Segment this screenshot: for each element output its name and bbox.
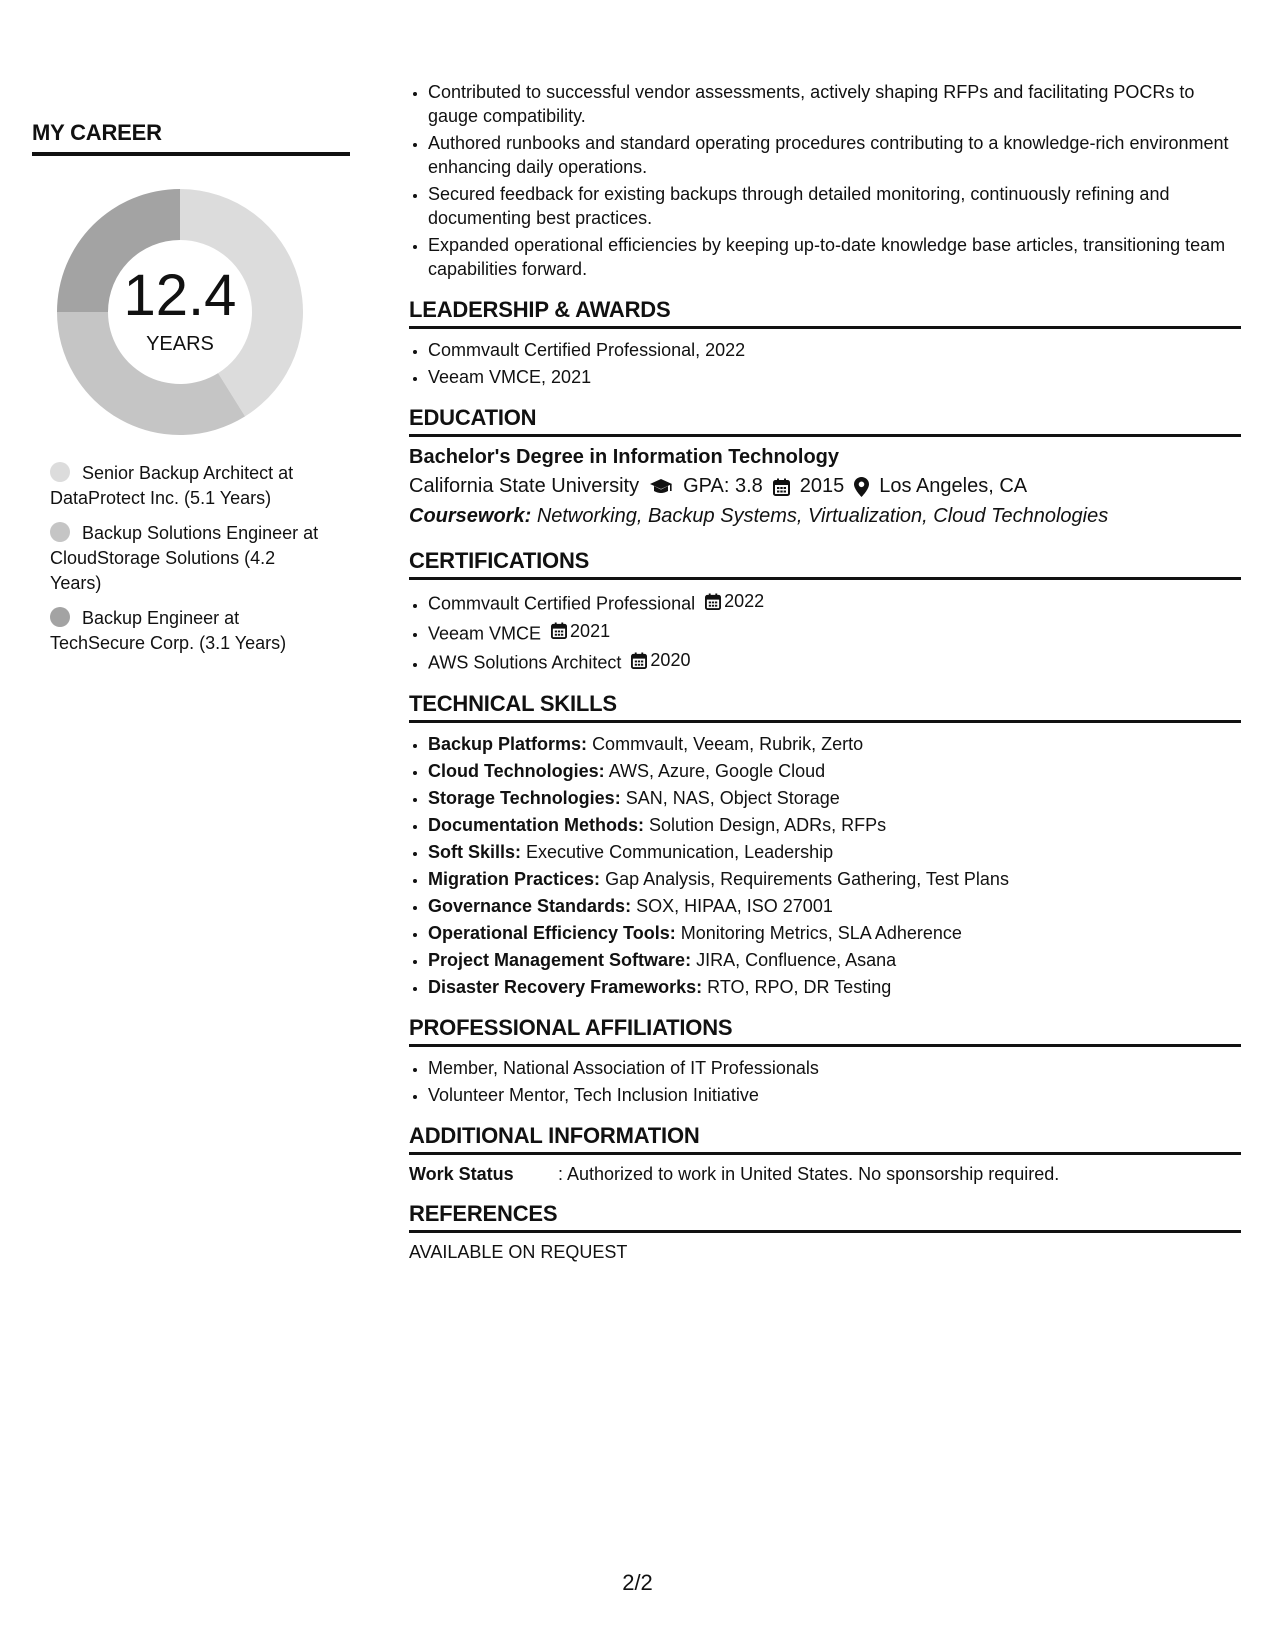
- school-location: Los Angeles, CA: [879, 475, 1028, 497]
- work-status-value: : Authorized to work in United States. No sponsorship required.: [558, 1163, 1060, 1184]
- skill-item: [428, 894, 1241, 918]
- calendar-icon: [631, 652, 647, 669]
- affiliation-item: • Volunteer Mentor, Tech Inclusion Initiative: [428, 1083, 1241, 1107]
- skill-item: [428, 948, 1241, 972]
- career-legend: [50, 461, 320, 656]
- skill-label: Soft Skills:: [428, 841, 522, 862]
- school-name: California State University: [409, 475, 640, 497]
- skill-value: Executive Communication, Leadership: [526, 841, 834, 862]
- skill-label: Storage Technologies:: [428, 787, 621, 808]
- skill-value: RTO, RPO, DR Testing: [707, 976, 892, 997]
- skill-label: Operational Efficiency Tools:: [428, 922, 676, 943]
- skill-value: AWS, Azure, Google Cloud: [608, 760, 826, 781]
- certification-name: AWS Solutions Architect: [428, 652, 622, 673]
- coursework-label: Coursework:: [409, 505, 532, 527]
- references-section: [409, 1201, 1241, 1263]
- leadership-item: • Veeam VMCE, 2021: [428, 365, 1241, 389]
- skills-section: [409, 691, 1241, 999]
- skill-label: Cloud Technologies:: [428, 760, 605, 781]
- skill-value: Gap Analysis, Requirements Gathering, Test Plans: [605, 868, 1009, 889]
- certification-item: [428, 648, 1241, 675]
- skill-value: Commvault, Veeam, Rubrik, Zerto: [592, 733, 864, 754]
- certification-item: [428, 619, 1241, 646]
- skill-value: Monitoring Metrics, SLA Adherence: [680, 922, 962, 943]
- skill-label: Documentation Methods:: [428, 814, 644, 835]
- career-legend-item: [50, 461, 320, 511]
- skill-label: Governance Standards:: [428, 895, 632, 916]
- donut-center: [57, 189, 303, 435]
- additional-section: [409, 1123, 1241, 1185]
- skill-item: [428, 759, 1241, 783]
- certifications-title: CERTIFICATIONS: [409, 548, 1241, 580]
- additional-title: ADDITIONAL INFORMATION: [409, 1123, 1241, 1155]
- experience-bullet: • Contributed to successful vendor assessments, actively shaping RFPs and facilitating POCRs to gauge compatibility.: [428, 80, 1241, 128]
- skill-label: Migration Practices:: [428, 868, 601, 889]
- calendar-icon: [551, 622, 567, 639]
- experience-bullet: • Expanded operational efficiencies by keeping up-to-date knowledge base articles, transitioning team capabilities forward.: [428, 233, 1241, 281]
- education-title: EDUCATION: [409, 405, 1241, 437]
- legend-dot-icon: [50, 462, 70, 482]
- work-status-label: Work Status: [409, 1163, 514, 1184]
- total-years-unit: YEARS: [146, 333, 214, 355]
- skill-value: SAN, NAS, Object Storage: [625, 787, 840, 808]
- skill-item: [428, 813, 1241, 837]
- skill-item: [428, 840, 1241, 864]
- skill-label: Project Management Software:: [428, 949, 692, 970]
- certifications-section: [409, 548, 1241, 675]
- career-legend-item: [50, 606, 320, 656]
- career-title: MY CAREER: [32, 120, 350, 156]
- career-legend-label: Backup Engineer at TechSecure Corp. (3.1 Years): [50, 608, 287, 653]
- certification-name: Veeam VMCE: [428, 623, 542, 643]
- affiliations-title: PROFESSIONAL AFFILIATIONS: [409, 1015, 1241, 1047]
- certification-name: Commvault Certified Professional: [428, 593, 696, 614]
- main-column: [409, 80, 1241, 1263]
- leadership-item: • Commvault Certified Professional, 2022: [428, 338, 1241, 362]
- skill-value: SOX, HIPAA, ISO 27001: [636, 895, 833, 916]
- skills-title: TECHNICAL SKILLS: [409, 691, 1241, 723]
- skill-item: [428, 867, 1241, 891]
- leadership-list: [409, 338, 1241, 389]
- skill-item: [428, 921, 1241, 945]
- skill-label: Disaster Recovery Frameworks:: [428, 976, 703, 997]
- location-pin-icon: [854, 477, 869, 497]
- legend-dot-icon: [50, 607, 70, 627]
- certification-year: 2022: [724, 591, 765, 611]
- coursework: [409, 505, 1241, 528]
- career-legend-label: Senior Backup Architect at DataProtect Inc. (5.1 Years): [50, 463, 294, 508]
- skills-list: [409, 732, 1241, 999]
- experience-bullet: • Authored runbooks and standard operating procedures contributing to a knowledge-rich environment enhancing daily operations.: [428, 131, 1241, 179]
- graduation-year: 2015: [799, 475, 845, 497]
- experience-bullets: [409, 80, 1241, 281]
- leadership-title: LEADERSHIP & AWARDS: [409, 297, 1241, 329]
- affiliations-list: [409, 1056, 1241, 1107]
- career-sidebar: [32, 120, 350, 666]
- gpa: GPA: 3.8: [683, 475, 763, 497]
- certification-item: [428, 589, 1241, 616]
- affiliation-item: • Member, National Association of IT Professionals: [428, 1056, 1241, 1080]
- skill-value: JIRA, Confluence, Asana: [696, 949, 897, 970]
- coursework-value: Networking, Backup Systems, Virtualization, Cloud Technologies: [536, 505, 1109, 527]
- education-section: [409, 405, 1241, 528]
- calendar-icon: [773, 478, 790, 496]
- work-status-row: [409, 1164, 1241, 1185]
- certification-year: 2021: [570, 620, 611, 641]
- calendar-icon: [705, 593, 721, 610]
- leadership-section: [409, 297, 1241, 389]
- legend-dot-icon: [50, 522, 70, 542]
- skill-item: [428, 786, 1241, 810]
- education-details: [409, 475, 1241, 498]
- affiliations-section: [409, 1015, 1241, 1107]
- certifications-list: [409, 589, 1241, 675]
- total-years-value: 12.4: [123, 263, 237, 328]
- graduation-cap-icon: [649, 478, 673, 496]
- degree-name: Bachelor's Degree in Information Technology: [409, 446, 840, 468]
- career-legend-item: [50, 521, 320, 596]
- page-number: 2/2: [622, 1570, 653, 1595]
- experience-bullet: • Secured feedback for existing backups through detailed monitoring, continuously refining and documenting best practices.: [428, 182, 1241, 230]
- certification-year: 2020: [650, 650, 691, 670]
- career-legend-label: Backup Solutions Engineer at CloudStorage Solutions (4.2 Years): [50, 523, 319, 593]
- skill-item: [428, 975, 1241, 999]
- skill-item: [428, 732, 1241, 756]
- references-title: REFERENCES: [409, 1201, 1241, 1233]
- career-donut-chart: [57, 189, 303, 435]
- skill-value: Solution Design, ADRs, RFPs: [649, 814, 887, 835]
- references-text: AVAILABLE ON REQUEST: [409, 1241, 628, 1262]
- skill-label: Backup Platforms:: [428, 733, 588, 754]
